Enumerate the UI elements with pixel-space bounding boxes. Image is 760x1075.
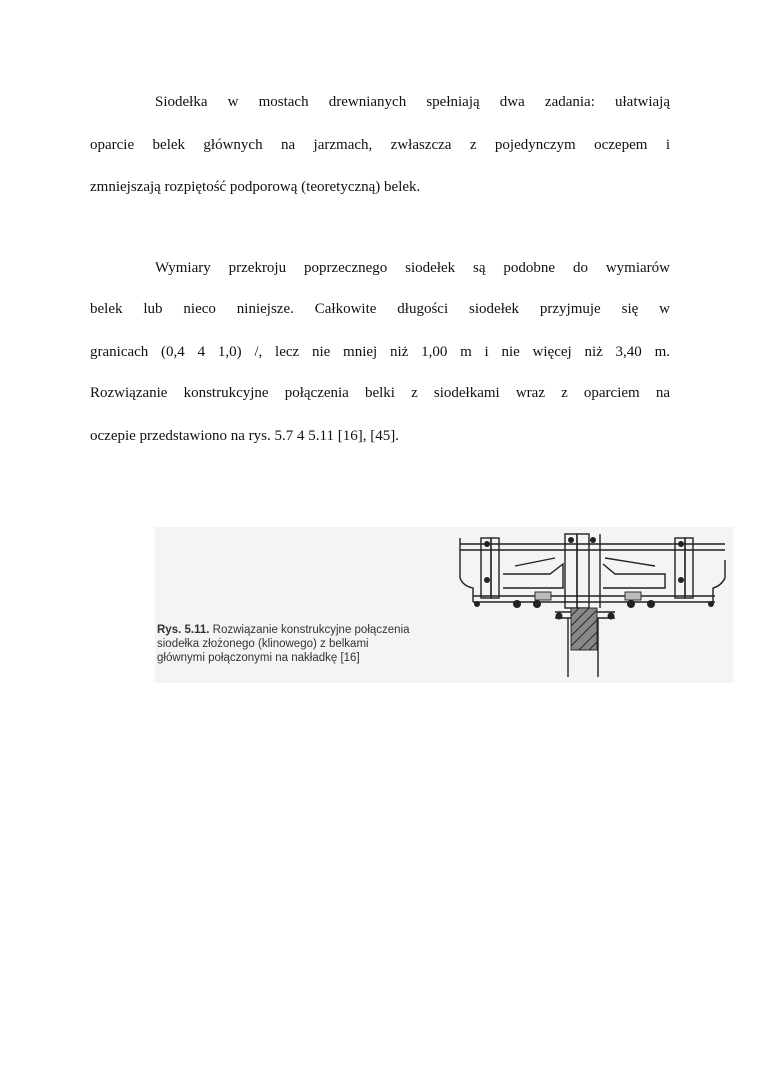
paragraph-1-line-3: zmniejszają rozpiętość podporową (teoretyczną) belek.	[90, 179, 421, 195]
paragraph-1-line-2: oparcie belek głównych na jarzmach, zwłaszcza z pojedynczym oczepem i	[90, 137, 670, 153]
paragraph-2-line-4: Rozwiązanie konstrukcyjne połączenia belki z siodełkami wraz z oparciem na	[90, 385, 670, 401]
paragraph-1-line-1: Siodełka w mostach drewnianych spełniają dwa zadania: ułatwiają	[155, 94, 670, 110]
beam-saddle-drawing	[455, 530, 730, 677]
paragraph-2-line-5: oczepie przedstawiono na rys. 5.7 4 5.11 [16], [45].	[90, 428, 399, 444]
caption-label: Rys. 5.11.	[157, 624, 210, 636]
paragraph-2-line-3: granicach (0,4 4 1,0) /, lecz nie mniej niż 1,00 m i nie więcej niż 3,40 m.	[90, 344, 670, 360]
caption-text-1: Rozwiązanie konstrukcyjne połączenia	[212, 624, 410, 636]
paragraph-2-line-2: belek lub nieco niniejsze. Całkowite długości siodełek przyjmuje się w	[90, 301, 670, 317]
paragraph-2-line-1: Wymiary przekroju poprzecznego siodełek są podobne do wymiarów	[155, 260, 670, 276]
caption-line-1	[157, 623, 457, 637]
caption-line-3: głównymi połączonymi na nakładkę [16]	[157, 652, 360, 664]
figure-caption	[157, 623, 457, 665]
caption-line-2: siodełka złożonego (klinowego) z belkami	[157, 638, 369, 650]
